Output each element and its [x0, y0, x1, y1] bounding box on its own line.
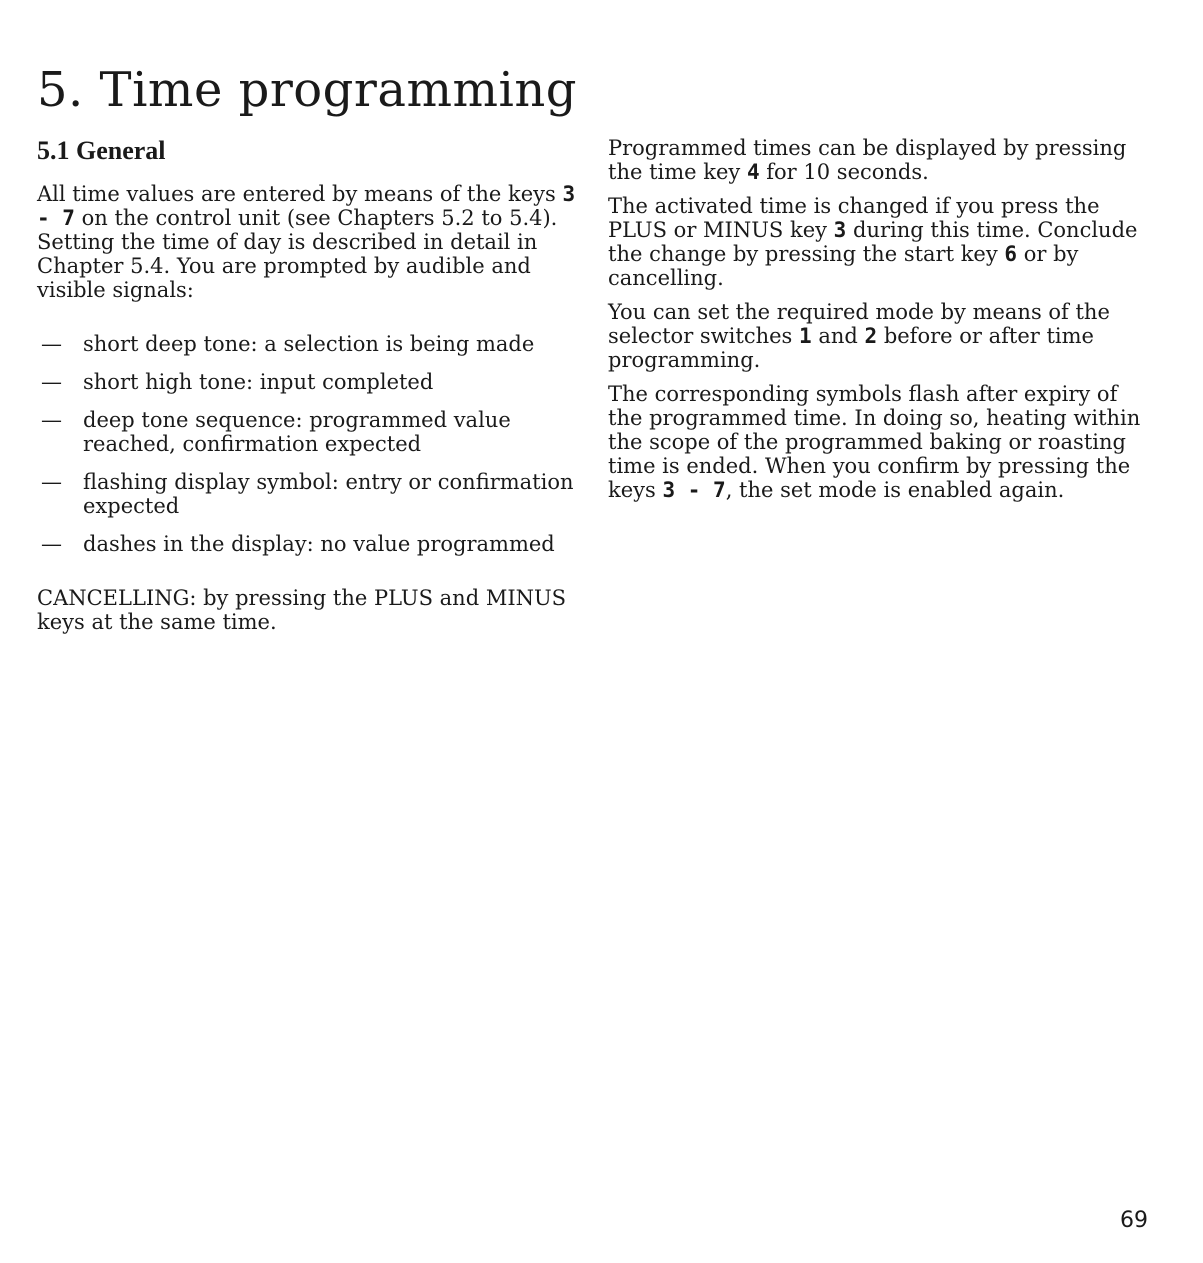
key-1: 1 — [798, 324, 812, 348]
key-range-3-7: 3 - 7 — [37, 182, 576, 230]
p3-text-3: before or after time programming. — [608, 324, 1094, 372]
p2-text-3: or by cancelling. — [608, 242, 1079, 290]
p3-text-2: and — [811, 324, 865, 348]
signal-text: short deep tone: a selection is being made — [83, 332, 535, 356]
signal-text: dashes in the display: no value programmed — [83, 532, 555, 556]
dash-bullet: — — [41, 332, 62, 356]
intro-text-1: All time values are entered by means of the keys — [37, 182, 563, 206]
p4-text-1: The corresponding symbols flash after expiry of the programmed time. In doing so, heating within the scope of the programmed baking or roasting time is ended. When you confirm by pressing the keys — [608, 382, 1141, 502]
signal-item — [37, 408, 582, 456]
mode-paragraph — [608, 300, 1153, 372]
display-times-paragraph — [608, 136, 1153, 184]
key-2: 2 — [864, 324, 878, 348]
p2-text-2: during this time. Conclude the change by pressing the start key — [608, 218, 1138, 266]
dash-bullet: — — [41, 470, 62, 494]
right-column — [608, 136, 1153, 512]
dash-bullet: — — [41, 408, 62, 432]
change-time-paragraph — [608, 194, 1153, 290]
p1-text-1: Programmed times can be displayed by pressing the time key — [608, 136, 1127, 184]
p3-text-1: You can set the required mode by means of the selector switches — [608, 300, 1110, 348]
p2-text-1: The activated time is changed if you press the PLUS or MINUS key — [608, 194, 1100, 242]
key-range-3-7: 3 - 7 — [662, 478, 726, 502]
signal-item — [37, 470, 582, 518]
signal-item — [37, 532, 582, 556]
section-heading: 5.1 General — [37, 136, 166, 165]
p1-text-2: for 10 seconds. — [759, 160, 929, 184]
p4-text-2: , the set mode is enabled again. — [725, 478, 1065, 502]
signal-item — [37, 332, 582, 356]
intro-text-2: on the control unit (see Chapters 5.2 to 5.4). Setting the time of day is described in detail in Chapter 5.4. You are prompted by audible and visible signals: — [37, 206, 558, 302]
signal-text: short high tone: input completed — [83, 370, 434, 394]
page-number: 69 — [1120, 1208, 1148, 1233]
dash-bullet: — — [41, 370, 62, 394]
symbols-flash-paragraph — [608, 382, 1153, 502]
signal-text: flashing display symbol: entry or confirmation expected — [83, 470, 574, 518]
page-title: 5. Time programming — [37, 62, 577, 118]
signal-item — [37, 370, 582, 394]
signal-text: deep tone sequence: programmed value reached, confirmation expected — [83, 408, 511, 456]
intro-paragraph — [37, 182, 582, 302]
signal-list — [37, 332, 582, 556]
left-column — [37, 136, 582, 644]
key-3: 3 — [833, 218, 847, 242]
key-4: 4 — [746, 160, 760, 184]
cancelling-note: CANCELLING: by pressing the PLUS and MINUS keys at the same time. — [37, 586, 567, 634]
key-6: 6 — [1004, 242, 1018, 266]
dash-bullet: — — [41, 532, 62, 556]
